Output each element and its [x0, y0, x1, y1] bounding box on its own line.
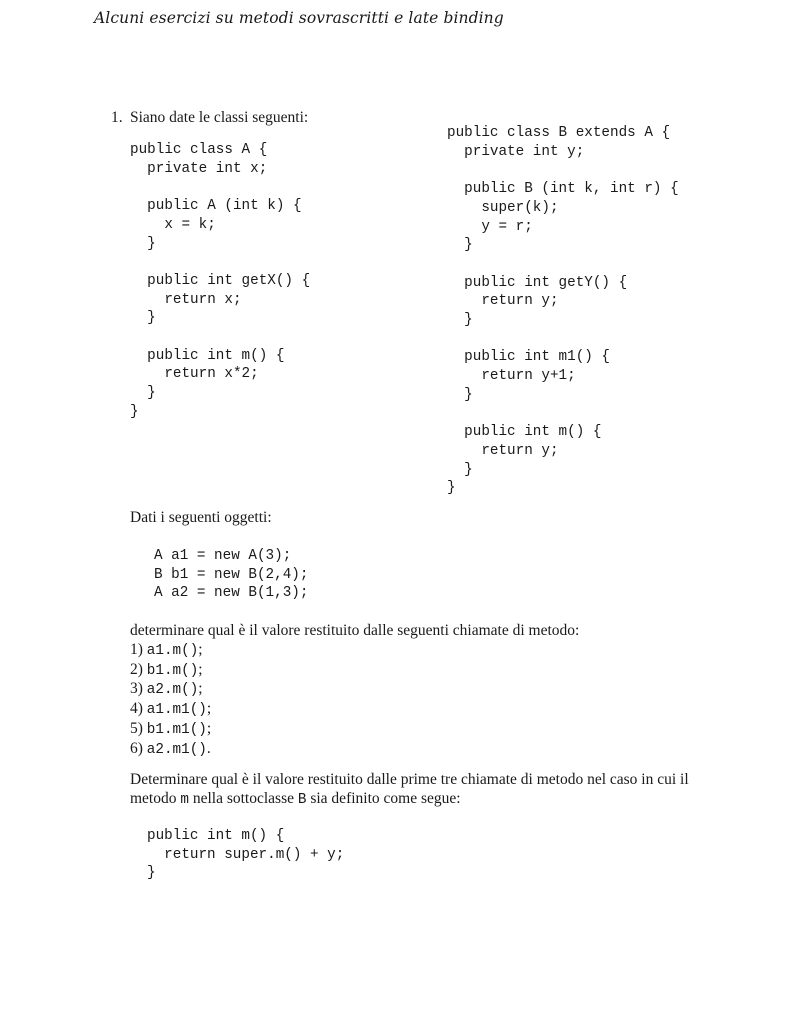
call-number: 4): [130, 700, 143, 718]
method-call-item: [130, 661, 211, 681]
variant-method-name: m: [180, 792, 189, 808]
call-number: 2): [130, 660, 143, 678]
objects-intro: Dati i seguenti oggetti:: [130, 509, 272, 526]
variant-question: [130, 770, 710, 810]
call-expression: a1.m1(): [146, 702, 207, 719]
objects-code: A a1 = new A(3); B b1 = new B(2,4); A a2 = new B(1,3);: [154, 548, 309, 602]
question-intro: determinare qual è il valore restituito dalle seguenti chiamate di metodo:: [130, 622, 580, 639]
method-call-item: [130, 641, 211, 661]
call-terminator: ;: [198, 660, 203, 678]
method-call-item: [130, 740, 211, 760]
class-b-code: public class B extends A { private int y; public B (int k, int r) { super(k); y = r; } public int getY() { return y; } public int m1() { return y+1; } public int m() { return y; } }: [447, 125, 679, 497]
call-terminator: .: [206, 739, 211, 757]
call-number: 3): [130, 680, 143, 698]
call-expression: b1.m(): [146, 662, 199, 679]
call-number: 5): [130, 719, 143, 737]
variant-class-name: B: [297, 792, 307, 808]
call-expression: a2.m(): [146, 682, 199, 699]
running-head-title: Alcuni esercizi su metodi sovrascritti e late binding: [94, 9, 504, 27]
variant-text-part2: nella sottoclasse: [188, 790, 298, 807]
method-call-list: [130, 641, 211, 759]
call-terminator: ;: [206, 700, 212, 718]
call-terminator: ;: [198, 680, 203, 698]
variant-text-part1: Determinare qual è il valore restituito dalle prime tre chiamate di metodo nel caso in cui il metodo: [130, 771, 689, 807]
call-expression: a2.m1(): [146, 741, 207, 758]
call-terminator: ;: [206, 719, 212, 737]
exercise-number: 1.: [111, 109, 123, 126]
class-a-code: public class A { private int x; public A (int k) { x = k; } public int getX() { return x; } public int m() { return x*2; } }: [130, 142, 311, 420]
method-call-item: [130, 720, 211, 740]
call-expression: a1.m(): [146, 643, 199, 659]
call-number: 1): [130, 641, 143, 658]
method-call-item: [130, 680, 211, 700]
call-expression: b1.m1(): [146, 721, 207, 738]
call-terminator: ;: [198, 641, 203, 658]
method-call-item: [130, 700, 211, 720]
variant-code: public int m() { return super.m() + y; }: [147, 828, 345, 882]
call-number: 6): [130, 739, 143, 757]
exercise-intro: Siano date le classi seguenti:: [130, 109, 309, 126]
variant-text-part3: sia definito come segue:: [306, 790, 461, 807]
